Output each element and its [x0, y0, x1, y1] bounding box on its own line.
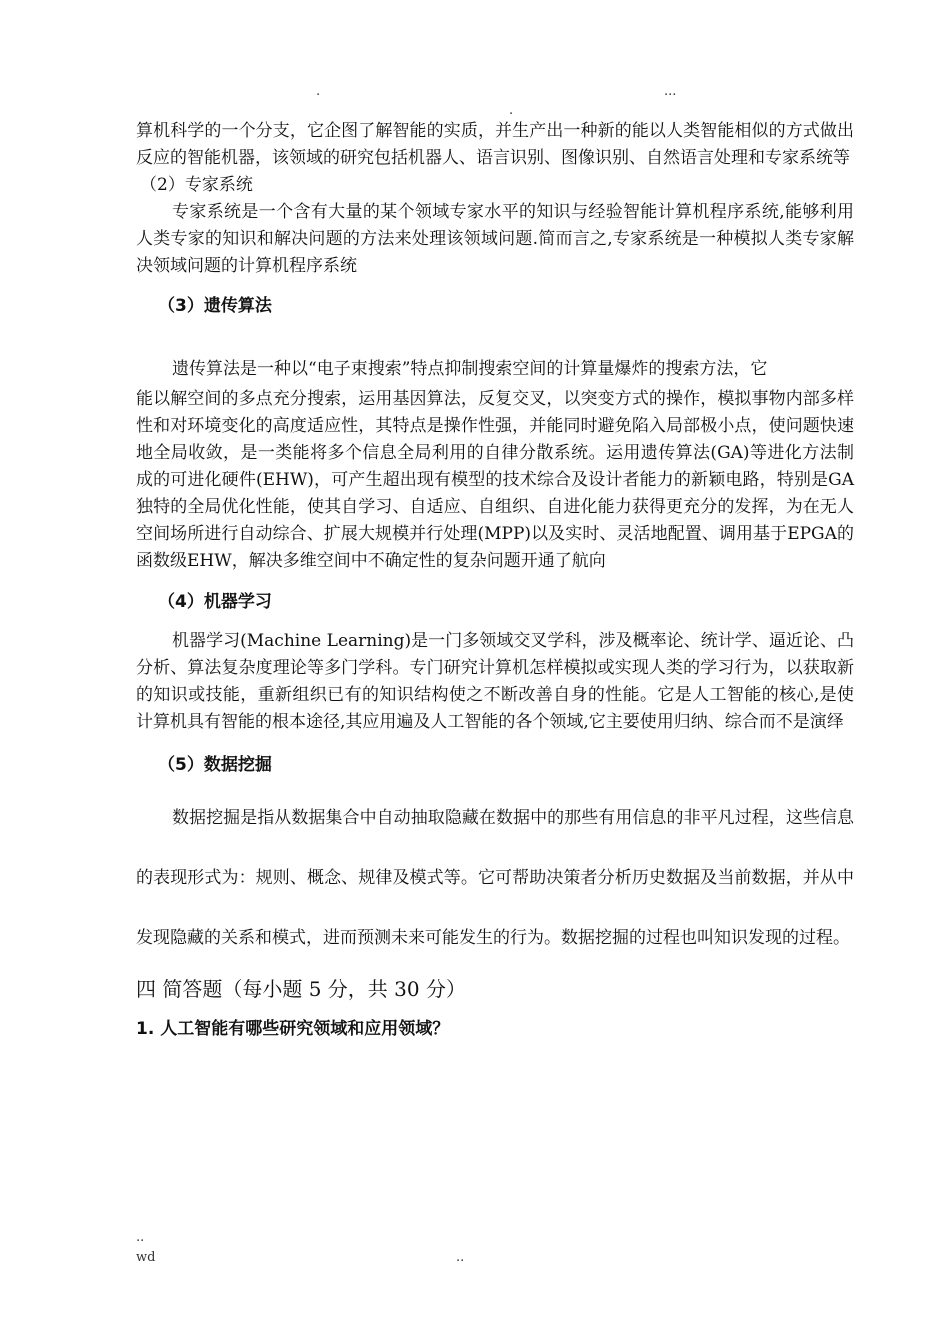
- footer-left: wd: [136, 1250, 156, 1265]
- section-3-title: （3）遗传算法: [158, 296, 272, 316]
- header-mark-center: .: [509, 103, 514, 118]
- header-mark-right: ...: [664, 84, 677, 99]
- document-body: [136, 118, 854, 1043]
- section-3-first-line: 遗传算法是一种以“电子束搜索”特点抑制搜索空间的计算量爆炸的搜索方法，它: [172, 359, 768, 379]
- section-2-title: （2）专家系统: [140, 175, 253, 195]
- section-3-body: 能以解空间的多点充分搜索，运用基因算法，反复交叉，以突变方式的操作，模拟事物内部多样性和对环境变化的高度适应性，其特点是操作性强，并能同时避免陷入局部极小点，使问题快速地全局收敛，是一类能将多个信息全局利用的自律分散系统。运用遗传算法(GA)等进化方法制成的可进化硬件(EHW)，可产生超出现有模型的技术综合及设计者能力的新颖电路，特别是GA独特的全局优化性能，使其自学习、自适应、自组织、自进化能力获得更充分的发挥，为在无人空间场所进行自动综合、扩展大规模并行处理(MPP)以及实时、灵活地配置、调用基于EPGA的函数级EHW，解决多维空间中不确定性的复杂问题开通了航向: [136, 389, 854, 571]
- footer-mark-top: ..: [136, 1230, 145, 1245]
- header-mark-left: .: [316, 84, 321, 99]
- section-4-body: 机器学习(Machine Learning)是一门多领域交叉学科，涉及概率论、统计学、逼近论、凸分析、算法复杂度理论等多门学科。专门研究计算机怎样模拟或实现人类的学习行为，以获取新的知识或技能，重新组织已有的知识结构使之不断改善自身的性能。它是人工智能的核心,是使计算机具有智能的根本途径,其应用遍及人工智能的各个领域,它主要使用归纳、综合而不是演绎: [136, 631, 854, 732]
- section-4-title: （4）机器学习: [158, 592, 272, 612]
- section-four-title: 四 简答题（每小题 5 分，共 30 分）: [136, 977, 466, 1001]
- question-1: 1. 人工智能有哪些研究领域和应用领域？: [136, 1019, 450, 1039]
- section-5-title: （5）数据挖掘: [158, 755, 272, 775]
- intro-paragraph: 算机科学的一个分支，它企图了解智能的实质，并生产出一种新的能以人类智能相似的方式做出反应的智能机器，该领域的研究包括机器人、语言识别、图像识别、自然语言处理和专家系统等: [136, 121, 854, 168]
- section-2-body: 专家系统是一个含有大量的某个领域专家水平的知识与经验智能计算机程序系统,能够利用人类专家的知识和解决问题的方法来处理该领域问题.简而言之,专家系统是一种模拟人类专家解决领域问题的计算机程序系统: [136, 202, 854, 276]
- section-5-body: 数据挖掘是指从数据集合中自动抽取隐藏在数据中的那些有用信息的非平凡过程，这些信息的表现形式为：规则、概念、规律及模式等。它可帮助决策者分析历史数据及当前数据，并从中发现隐藏的关系和模式，进而预测未来可能发生的行为。数据挖掘的过程也叫知识发现的过程。: [136, 808, 854, 948]
- footer-center: ..: [456, 1250, 465, 1265]
